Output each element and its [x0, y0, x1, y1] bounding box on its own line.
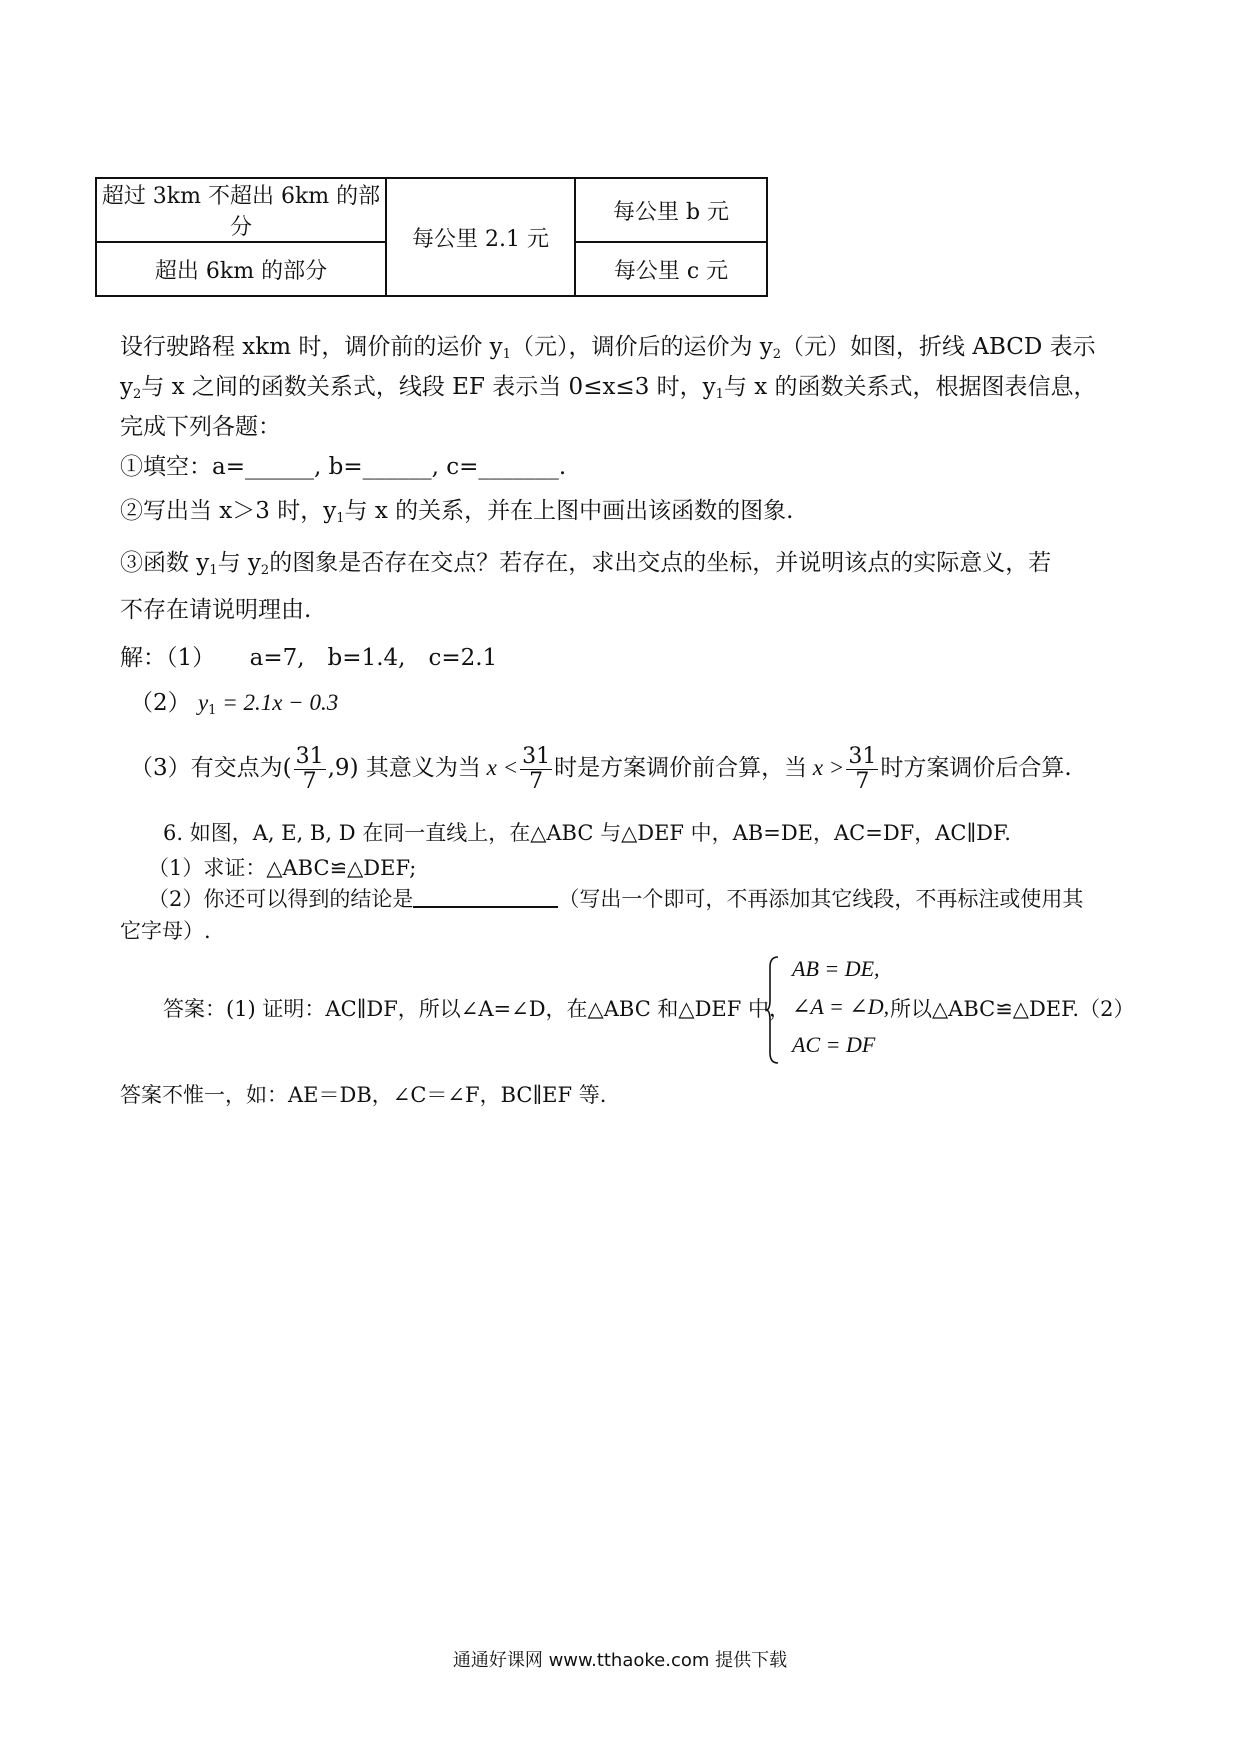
q6-line: 它字母）.	[120, 919, 211, 943]
solution-3: （3）有交点为( $\frac{31}{7}$ ,9) 其意义为当 x < $\frac{31}{7}$ 时是方案调价前合算，当 x > $\frac{31}{7}$ 时方案调价后合算.	[130, 743, 1072, 794]
solution-2: （2） $y_1 = 2.1x - 0.3$	[130, 690, 339, 718]
question-3-cont: 不存在请说明理由.	[120, 597, 312, 623]
table-cell: 超出 6km 的部分	[96, 242, 386, 296]
system-eq-2: ∠A = ∠D,	[792, 994, 890, 1019]
problem-line: 设行驶路程 xkm 时，调价前的运价 $y_1$（元），调价后的运价为 $y_2$（元）如图，折线 ABCD 表示	[120, 334, 1096, 362]
table-cell: 每公里 c 元	[575, 242, 767, 296]
question-2: ②写出当 x＞3 时，$y_1$与 x 的关系，并在上图中画出该函数的图象.	[120, 498, 794, 526]
system-eq-3: AC = DF	[792, 1032, 876, 1057]
fare-table	[95, 177, 768, 297]
q6-answer-cont: 所以△ABC≌△DEF.（2）	[890, 997, 1135, 1021]
q6-answer-alt: 答案不惟一，如：AE＝DB，∠C＝∠F，BC∥EF 等.	[120, 1083, 607, 1107]
q6-answer: 答案：(1) 证明：AC∥DF，所以∠A=∠D，在△ABC 和△DEF 中，	[163, 997, 790, 1021]
fraction: $\frac{31}{7}$	[848, 743, 877, 794]
fraction: $\frac{31}{7}$	[295, 743, 324, 794]
brace-icon	[765, 955, 779, 1065]
solution-1: 解：（1） a=7, b=1.4, c=2.1	[120, 645, 498, 671]
answer-blank	[413, 882, 558, 908]
problem-line: 完成下列各题：	[120, 414, 281, 440]
q6-line: 6. 如图，A, E, B, D 在同一直线上，在△ABC 与△DEF 中，AB=DE，AC=DF，AC∥DF.	[163, 821, 1011, 845]
question-3: ③函数 $y_1$与 $y_2$的图象是否存在交点？若存在，求出交点的坐标，并说明该点的实际意义，若	[120, 550, 1052, 578]
table-cell: 超过 3km 不超出 6km 的部分	[96, 178, 386, 242]
table-row	[96, 178, 767, 242]
q6-line: （1）求证：△ABC≌△DEF;	[148, 856, 417, 880]
question-1: ①填空：a=______, b=______, c=_______.	[120, 454, 567, 480]
page-footer: 通通好课网 www.tthaoke.com 提供下载	[452, 1650, 788, 1671]
fraction: $\frac{31}{7}$	[522, 743, 551, 794]
table-cell: 每公里 b 元	[575, 178, 767, 242]
q6-line: （2）你还可以得到的结论是 （写出一个即可，不再添加其它线段，不再标注或使用其	[148, 882, 1083, 914]
problem-line: $y_2$与 x 之间的函数关系式，线段 EF 表示当 0≤x≤3 时，$y_1$与 x 的函数关系式，根据图表信息，	[120, 374, 1097, 402]
table-cell-merged: 每公里 2.1 元	[386, 178, 575, 296]
system-eq-1: AB = DE,	[792, 956, 880, 981]
